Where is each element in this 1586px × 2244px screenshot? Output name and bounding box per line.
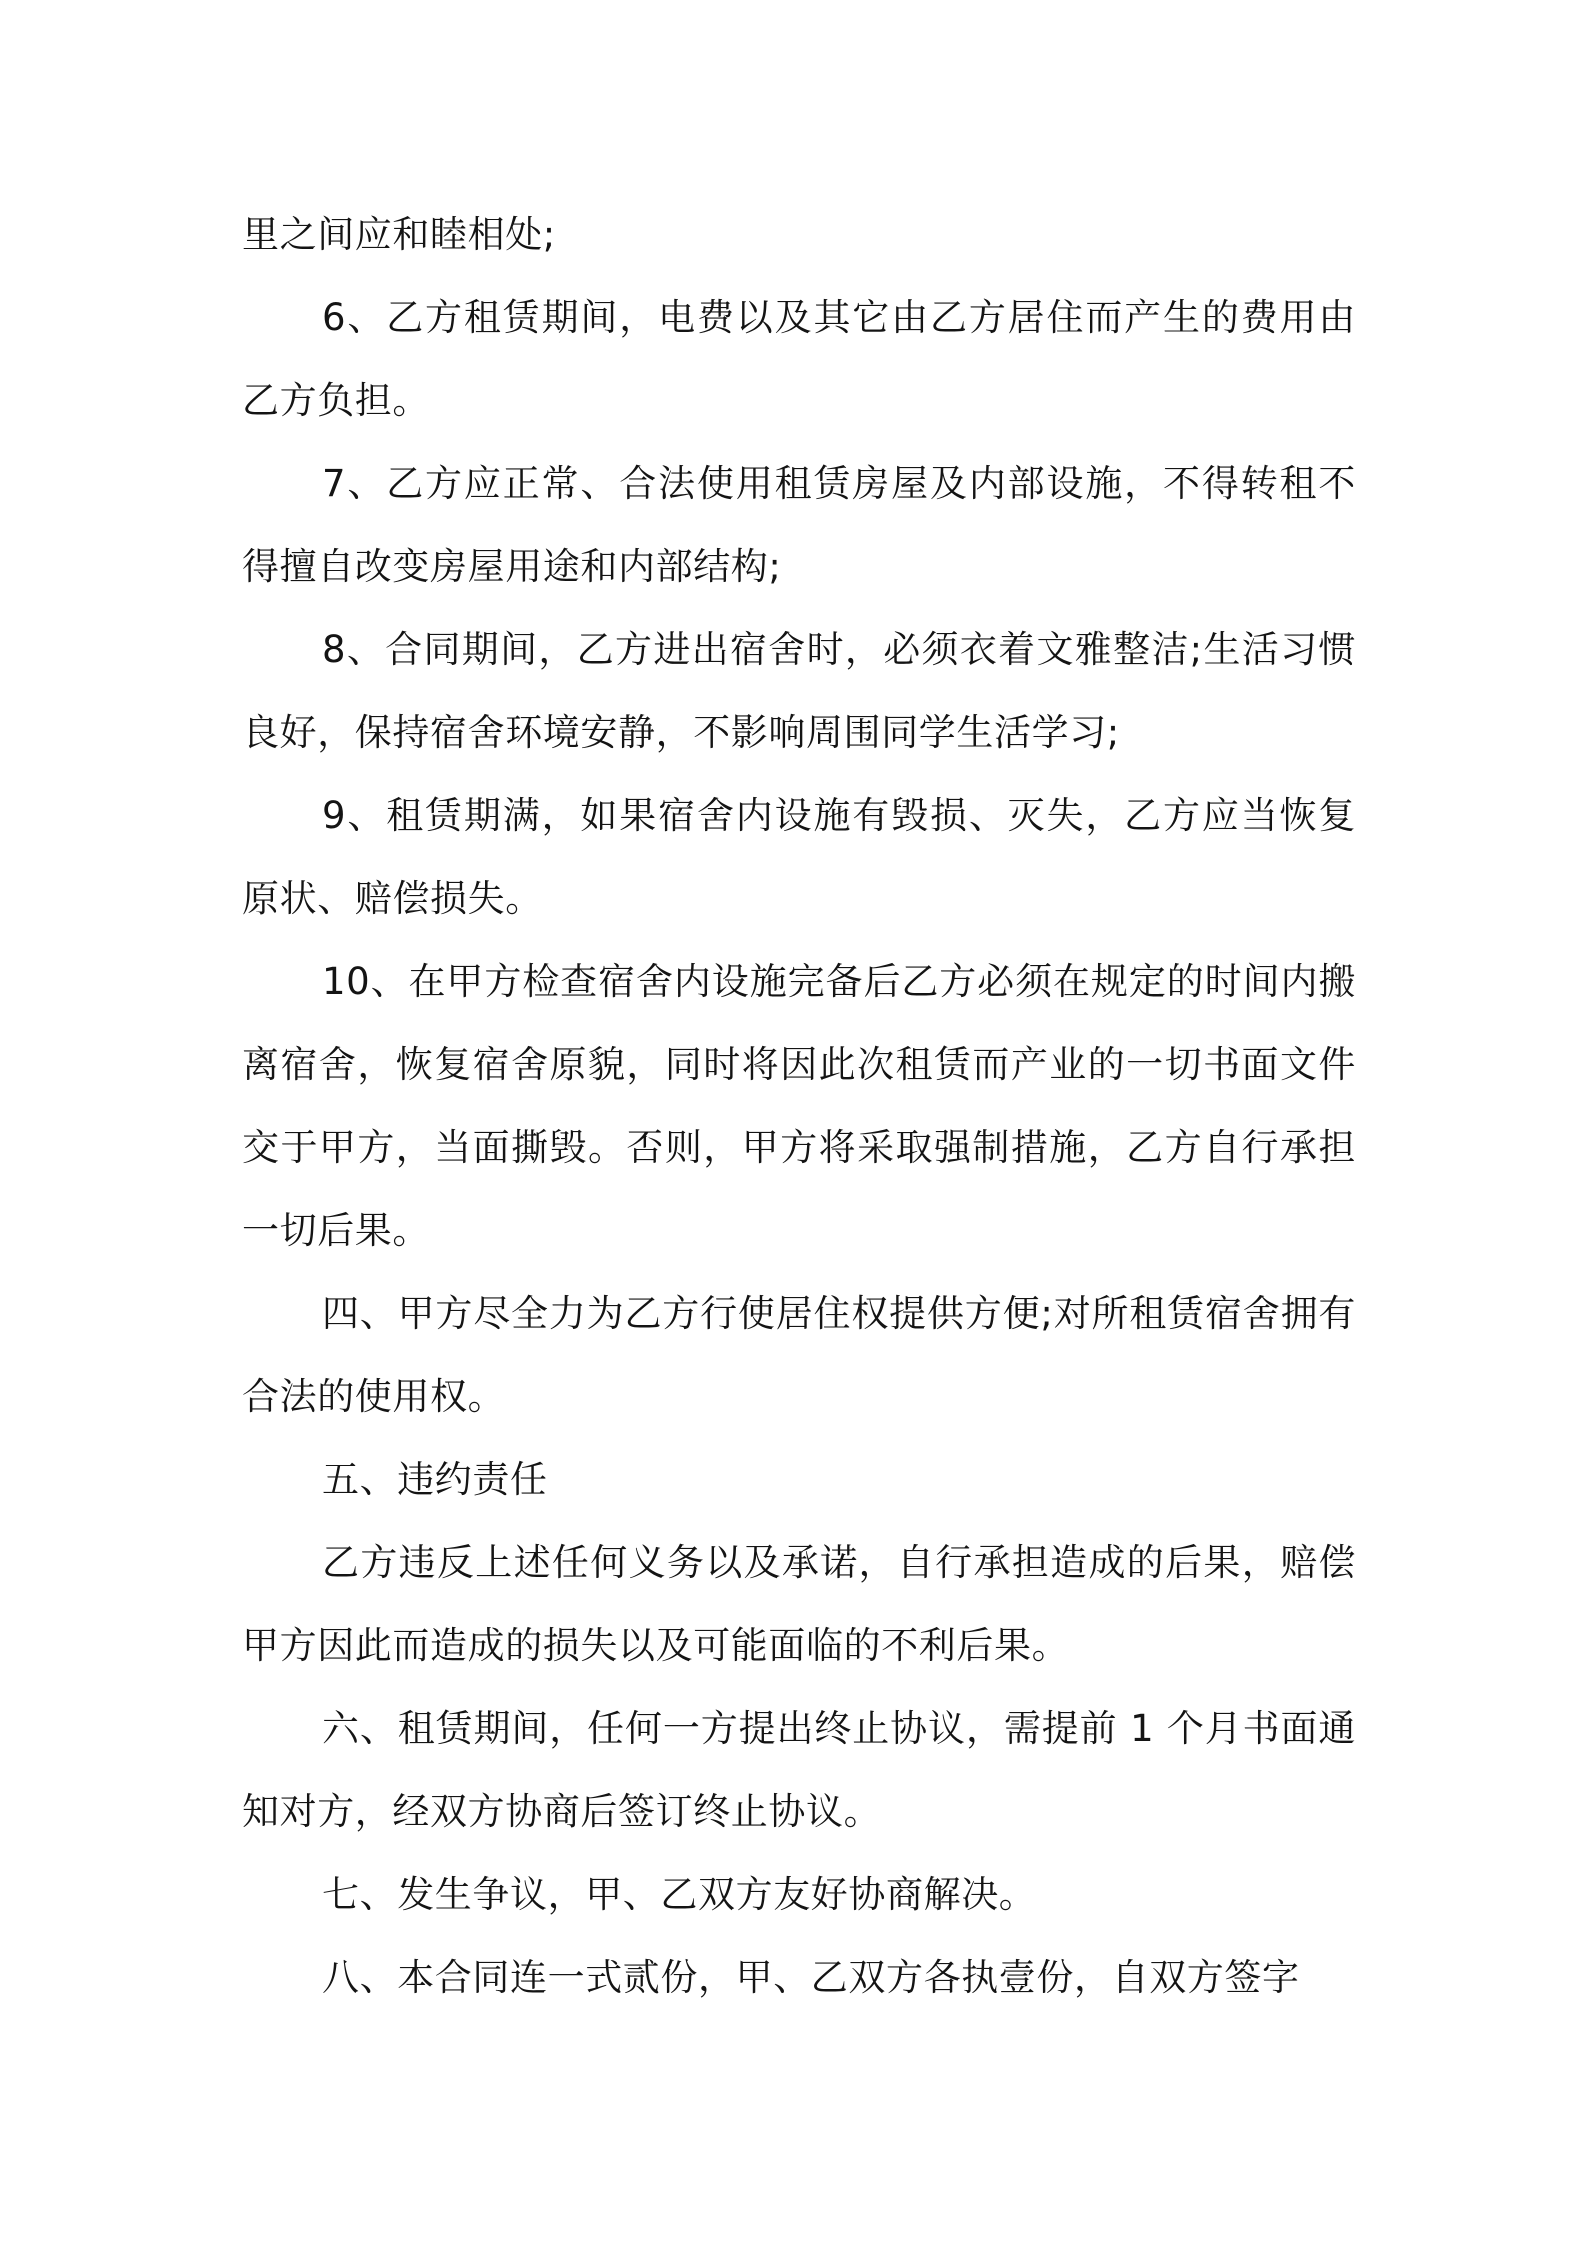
paragraph-clause-7: 7、乙方应正常、合法使用租赁房屋及内部设施，不得转租不得擅自改变房屋用途和内部结构;	[242, 462, 1356, 588]
heading-section-5-liability: 五、违约责任	[322, 1458, 548, 1501]
paragraph-section-4: 四、甲方尽全力为乙方行使居住权提供方便;对所租赁宿舍拥有合法的使用权。	[242, 1292, 1356, 1418]
paragraph-continuation: 里之间应和睦相处;	[242, 213, 556, 256]
paragraph-clause-8: 8、合同期间，乙方进出宿舍时，必须衣着文雅整洁;生活习惯良好，保持宿舍环境安静，不影响周围同学生活学习;	[242, 628, 1356, 754]
paragraph-clause-6: 6、乙方租赁期间，电费以及其它由乙方居住而产生的费用由乙方负担。	[242, 296, 1356, 422]
paragraph-section-6-termination: 六、租赁期间，任何一方提出终止协议，需提前 1 个月书面通知对方，经双方协商后签订终止协议。	[242, 1707, 1356, 1833]
paragraph-section-7-disputes: 七、发生争议，甲、乙双方友好协商解决。	[322, 1873, 1037, 1916]
paragraph-clause-9: 9、租赁期满，如果宿舍内设施有毁损、灭失，乙方应当恢复原状、赔偿损失。	[242, 794, 1356, 920]
paragraph-clause-10: 10、在甲方检查宿舍内设施完备后乙方必须在规定的时间内搬离宿舍，恢复宿舍原貌，同时将因此次租赁而产业的一切书面文件交于甲方，当面撕毁。否则，甲方将采取强制措施，乙方自行承担一切后果。	[242, 960, 1356, 1252]
paragraph-liability-text: 乙方违反上述任何义务以及承诺，自行承担造成的后果，赔偿甲方因此而造成的损失以及可能面临的不利后果。	[242, 1541, 1356, 1667]
paragraph-section-8-copies: 八、本合同连一式贰份，甲、乙双方各执壹份，自双方签字	[322, 1956, 1300, 1999]
document-body	[242, 193, 1356, 2019]
